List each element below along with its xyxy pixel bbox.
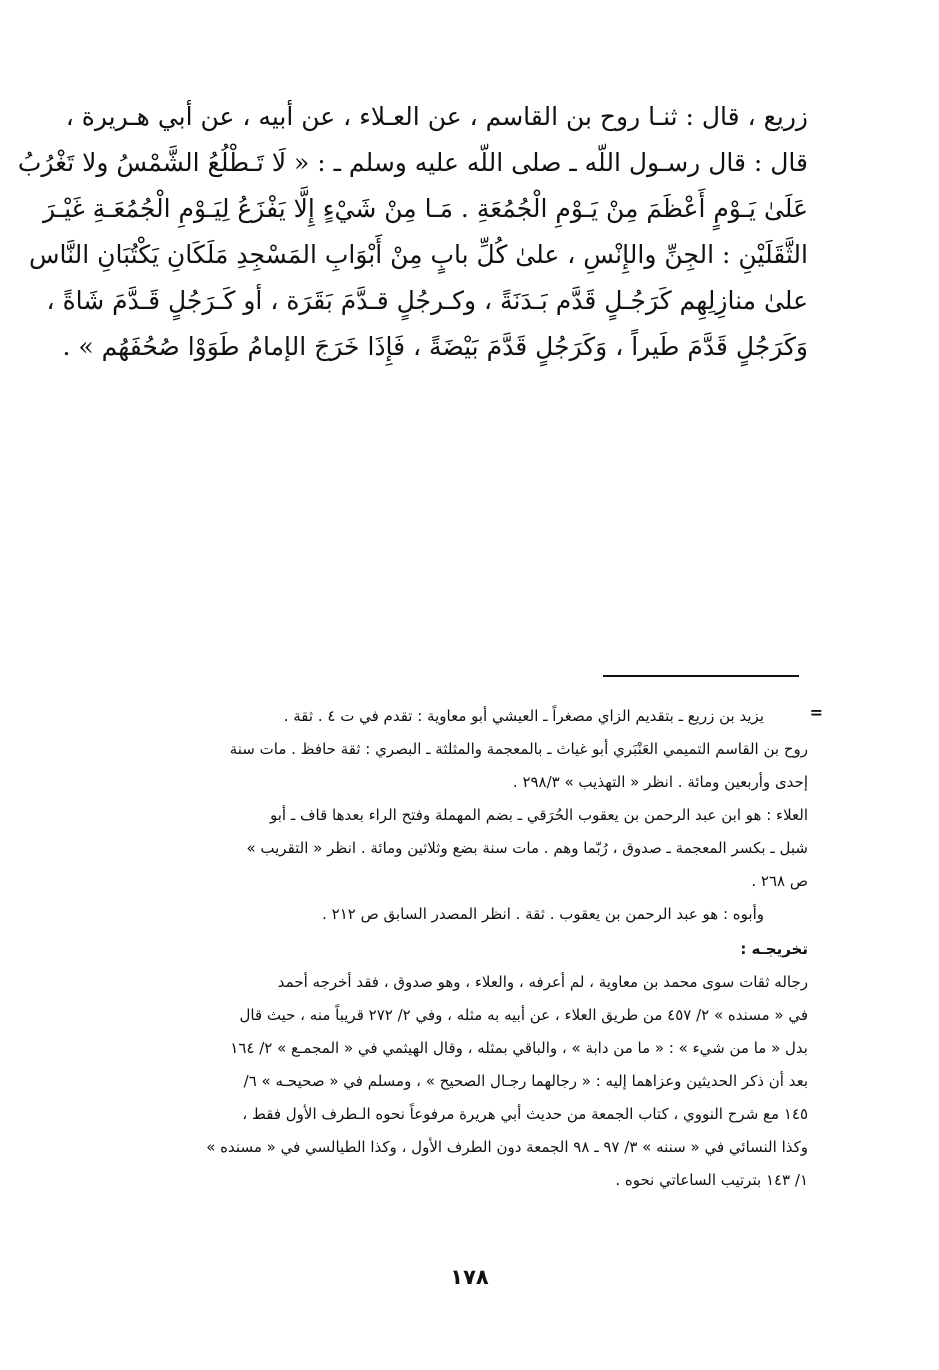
footnotes <box>92 700 808 1197</box>
hadith-line: وَكَرَجُلٍ قَدَّمَ طَيراً ، وَكَرَجُلٍ قَدَّمَ بَيْضَةً ، فَإِذَا خَرَجَ الإمامُ طَوَوْا صُحُفَهُم » . <box>62 332 808 361</box>
takhrij-line: رجاله ثقات سوى محمد بن معاوية ، لم أعرفه ، والعلاء ، وهو صدوق ، فقد أخرجه أحمد <box>277 973 808 991</box>
page-number: ١٧٨ <box>450 1265 489 1289</box>
footnote-line: شبل ـ بكسر المعجمة ـ صدوق ، رُبّما وهم . مات سنة بضع وثلاثين ومائة . انظر « التقريب » <box>246 839 808 857</box>
takhrij-line: بعد أن ذكر الحديثين وعزاهما إليه : « رجالهما رجـال الصحيح » ، ومسلم في « صحيحـه » ٦/ <box>243 1072 808 1090</box>
hadith-text <box>17 94 808 370</box>
hadith-line: قال : قال رسـول اللّه ـ صلى اللّه عليه وسلم ـ : « لَا تَـطْلُعُ الشَّمْسُ ولا تَغْرُبُ <box>17 148 808 177</box>
footnote-line: العلاء : هو ابن عبد الرحمن بن يعقوب الحُرَقي ـ بضم المهملة وفتح الراء بعدها قاف ـ أبو <box>269 806 808 824</box>
takhrij-line: ١/ ١٤٣ بترتيب الساعاتي نحوه . <box>615 1171 808 1189</box>
footnote-continuation-mark: = <box>809 703 823 722</box>
footnote-line: وأبوه : هو عبد الرحمن بن يعقوب . ثقة . انظر المصدر السابق ص ٢١٢ . <box>322 905 764 923</box>
footnote-separator <box>603 675 799 677</box>
takhrij-line: ١٤٥ مع شرح النووي ، كتاب الجمعة من حديث أبي هريرة مرفوعاً نحوه الـطرف الأول فقط ، <box>242 1105 808 1123</box>
footnote-line: إحدى وأربعين ومائة . انظر « التهذيب » ٢٩٨/٣ . <box>512 773 808 791</box>
takhrij-heading: تخريجـه : <box>740 940 808 958</box>
takhrij-line: بدل « ما من شيء » : « ما من دابة » ، والباقي بمثله ، وقال الهيثمي في « المجمـع » ٢/ ١٦٤ <box>230 1039 808 1057</box>
hadith-line: عَلَىٰ يَـوْمٍ أَعْظَمَ مِنْ يَـوْمِ الْجُمُعَةِ . مَـا مِنْ شَيْءٍ إِلَّا يَفْزَعُ لِيَـوْمِ الْجُمُعَـةِ غَيْـرَ <box>42 194 808 223</box>
footnote-line: ص ٢٦٨ . <box>751 872 808 890</box>
hadith-line: علىٰ منازِلِهِم كَرَجُـلٍ قَدَّم بَـدَنَةً ، وكـرجُلٍ قـدَّمَ بَقَرَة ، أو كَـرَجُلٍ قَـدَّمَ شَاةً ، <box>46 286 808 315</box>
hadith-line: زريع ، قال : ثنـا روح بن القاسم ، عن العـلاء ، عن أبيه ، عن أبي هـريرة ، <box>65 102 808 131</box>
takhrij-line: في « مسنده » ٢/ ٤٥٧ من طريق العلاء ، عن أبيه به مثله ، وفي ٢/ ٢٧٢ قريباً منه ، حيث قال <box>239 1006 808 1024</box>
takhrij-line: وكذا النسائي في « سننه » ٣/ ٩٧ ـ ٩٨ الجمعة دون الطرف الأول ، وكذا الطيالسي في « مسنده » <box>206 1138 808 1156</box>
footnote-line: يزيد بن زريع ـ بتقديم الزاي مصغراً ـ العيشي أبو معاوية : تقدم في ت ٤ . ثقة . <box>283 707 764 725</box>
hadith-line: الثَّقَلَيْنِ : الجِنِّ والإِنْسِ ، علىٰ كُلِّ بابٍ مِنْ أَبْوَابِ المَسْجِدِ مَلَكَانِ يَكْتُبَانِ النَّاس <box>28 240 808 269</box>
footnote-line: روح بن القاسم التميمي العَنْبَري أبو غياث ـ بالمعجمة والمثلثة ـ البصري : ثقة حافظ . مات سنة <box>229 740 808 758</box>
